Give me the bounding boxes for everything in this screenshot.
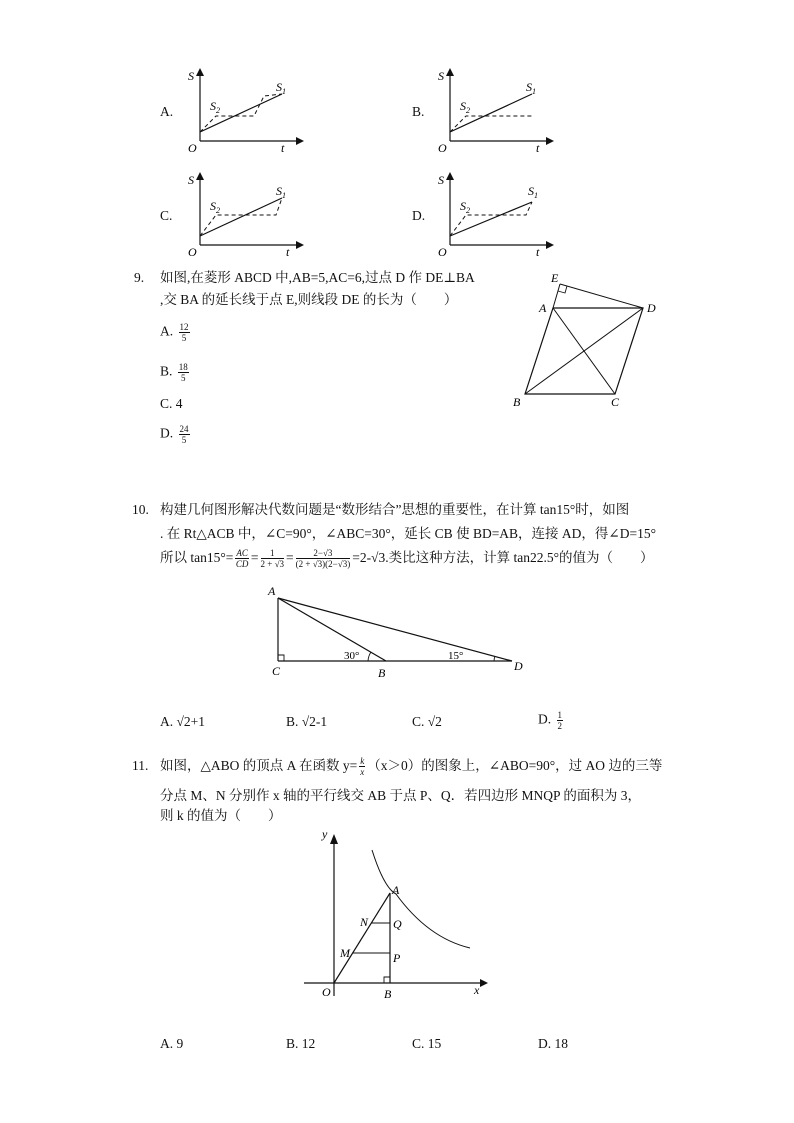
q11-stem-line1: 如图，△ABO 的顶点 A 在函数 y= $\frac{k}{x}$ （x＞0）的图象上，∠ABO=90°，过 AO 边的三等 — [160, 756, 663, 778]
q10-stem-line1: 构建几何图形解决代数问题是“数形结合”思想的重要性，在计算 tan15°时，如图 — [160, 502, 630, 517]
svg-text:y: y — [322, 827, 328, 841]
svg-text:P: P — [393, 951, 401, 965]
q10-option-c[interactable]: C. √2 — [412, 714, 442, 729]
q10-stem-line2: . 在 Rt△ACB 中，∠C=90°，∠ABC=30°，延长 CB 使 BD=AB，连接 AD，得∠D=15° — [160, 526, 657, 541]
svg-text:S1: $S_1$ — [528, 184, 538, 200]
q8-option-b-label[interactable]: B. — [412, 104, 425, 119]
q9-rhombus-figure — [505, 266, 670, 414]
q9-option-b[interactable]: B. $\frac{18}{5}$ — [160, 362, 188, 383]
svg-text:A: A — [392, 883, 400, 897]
svg-text:Q: Q — [393, 917, 402, 931]
origin-label: O — [188, 141, 197, 155]
svg-text:30°: 30° — [344, 650, 360, 662]
svg-text:C: C — [611, 395, 620, 409]
svg-text:C: C — [272, 664, 281, 678]
q11-function-figure — [300, 826, 500, 1006]
q8-option-c-label[interactable]: C. — [160, 208, 173, 223]
svg-text:x: x — [474, 983, 480, 997]
svg-text:S2: $S_2$ — [460, 99, 470, 115]
q10-option-a[interactable]: A. √2+1 — [160, 714, 206, 729]
q8-option-b-graph — [428, 66, 558, 156]
svg-text:S2: $S_2$ — [210, 99, 220, 115]
svg-text:t: t — [286, 245, 290, 259]
svg-text:A: A — [268, 584, 276, 598]
svg-text:S1: $S_1$ — [276, 80, 286, 96]
q8-option-d-label[interactable]: D. — [412, 208, 426, 223]
svg-text:t: t — [536, 245, 540, 259]
q11-stem-line3: 则 k 的值为（ ） — [160, 808, 282, 823]
q10-option-d[interactable]: D. $\frac{1}{2}$ — [538, 710, 562, 731]
svg-text:S2: $S_2$ — [460, 199, 470, 215]
q9-option-c[interactable]: C. 4 — [160, 396, 183, 411]
svg-text:B: B — [384, 987, 392, 1001]
q9-option-a[interactable]: A. $\frac{12}{5}$ — [160, 322, 189, 343]
svg-text:S: S — [438, 173, 444, 187]
q11-number: 11. — [132, 758, 149, 773]
svg-text:A: A — [539, 301, 547, 315]
q11-option-c[interactable]: C. 15 — [412, 1036, 442, 1051]
axis-s-label: S — [188, 69, 194, 83]
q9-option-d[interactable]: D. $\frac{24}{5}$ — [160, 424, 189, 445]
q10-stem-line3: 所以 tan15°= $\frac{AC}{CD}$ = $\frac{1}{2 + √3}$ = $\frac{2-√3}{(2 + √3)(2-√3)}$ =2-√3.类比这种方法，计算 tan22.5°的值为（ ） — [160, 548, 654, 570]
q9-stem-line1: 如图,在菱形 ABCD 中,AB=5,AC=6,过点 D 作 DE⊥BA — [160, 270, 475, 285]
q11-option-d[interactable]: D. 18 — [538, 1036, 568, 1051]
svg-text:B: B — [378, 666, 386, 680]
svg-text:O: O — [438, 141, 447, 155]
q9-stem-line2: ,交 BA 的延长线于点 E,则线段 DE 的长为（ ） — [160, 292, 458, 307]
svg-text:D: D — [647, 301, 656, 315]
svg-text:M: M — [340, 946, 350, 960]
q11-stem-line2: 分点 M、N 分别作 x 轴的平行线交 AB 于点 P、Q．若四边形 MNQP 的面积为 3， — [160, 788, 642, 803]
svg-text:O: O — [188, 245, 197, 259]
q8-option-c-graph — [178, 170, 308, 260]
svg-text:O: O — [322, 985, 331, 999]
q11-option-b[interactable]: B. 12 — [286, 1036, 316, 1051]
q11-option-a[interactable]: A. 9 — [160, 1036, 184, 1051]
svg-text:N: N — [360, 915, 369, 929]
svg-text:S1: $S_1$ — [276, 184, 286, 200]
svg-text:D: D — [514, 659, 523, 673]
q10-triangle-figure — [262, 584, 532, 680]
svg-text:S: S — [438, 69, 444, 83]
svg-text:S: S — [188, 173, 194, 187]
svg-text:B: B — [513, 395, 521, 409]
svg-text:15°: 15° — [448, 650, 464, 662]
svg-text:S2: $S_2$ — [210, 199, 220, 215]
q9-number: 9. — [134, 270, 145, 285]
svg-text:E: E — [551, 271, 559, 285]
axis-t-label: t — [281, 141, 285, 155]
q10-option-b[interactable]: B. √2-1 — [286, 714, 328, 729]
q10-number: 10. — [132, 502, 149, 517]
svg-text:S1: $S_1$ — [526, 80, 536, 96]
svg-text:O: O — [438, 245, 447, 259]
q8-option-a-graph — [178, 66, 308, 156]
q8-option-d-graph — [428, 170, 558, 260]
svg-text:t: t — [536, 141, 540, 155]
q8-option-a-label[interactable]: A. — [160, 104, 174, 119]
